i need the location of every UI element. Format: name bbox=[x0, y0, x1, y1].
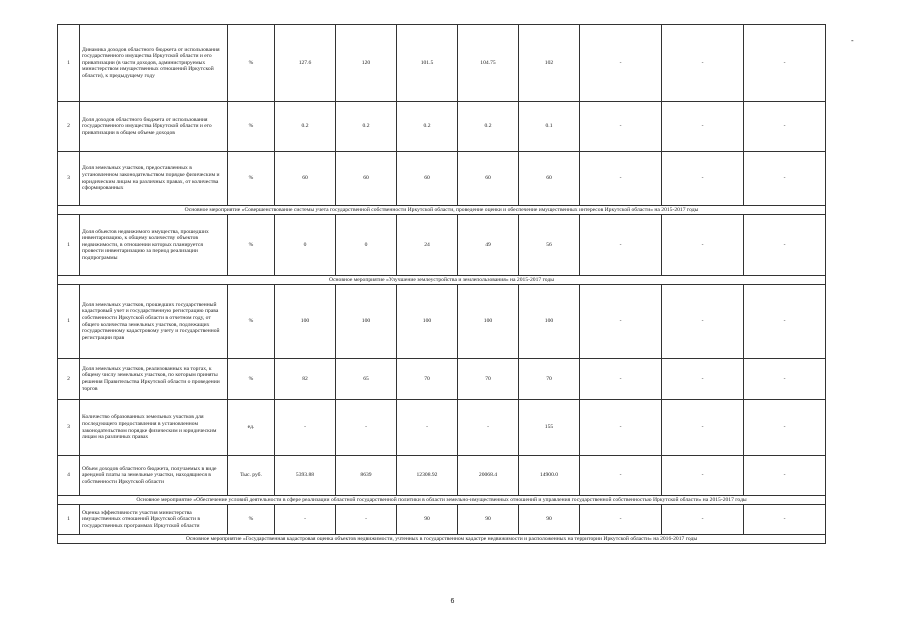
value-cell: 20068.4 bbox=[458, 456, 519, 496]
value-cell: 82 bbox=[275, 359, 336, 400]
table-row bbox=[58, 359, 826, 400]
table-row bbox=[58, 152, 826, 206]
value-cell: - bbox=[744, 456, 826, 496]
row-number: 1 bbox=[58, 215, 80, 276]
value-cell: 70 bbox=[397, 359, 458, 400]
document-sheet bbox=[57, 24, 825, 544]
row-number: 3 bbox=[58, 400, 80, 456]
value-cell: - bbox=[662, 25, 744, 102]
unit-cell: % bbox=[228, 285, 275, 359]
table-row bbox=[58, 456, 826, 496]
value-cell: 0.1 bbox=[519, 102, 580, 152]
value-cell: 90 bbox=[519, 505, 580, 535]
unit-cell: % bbox=[228, 102, 275, 152]
value-cell: 0 bbox=[336, 215, 397, 276]
value-cell: 120 bbox=[336, 25, 397, 102]
unit-cell: % bbox=[228, 152, 275, 206]
value-cell: 60 bbox=[397, 152, 458, 206]
value-cell: - bbox=[580, 505, 662, 535]
value-cell: - bbox=[336, 400, 397, 456]
value-cell: - bbox=[580, 359, 662, 400]
indicator-name: Оценка эффективности участия министерства имущественных отношений Иркутской области в государственных программах Иркутской области bbox=[80, 505, 228, 535]
value-cell: 0.2 bbox=[336, 102, 397, 152]
indicator-name: Доля объектов недвижимого имущества, прошедших инвентаризацию, к общему количеству объектов недвижимости, в отношении которых планируется провести инвентаризацию за период реализации подпрограммы bbox=[80, 215, 228, 276]
value-cell: - bbox=[662, 285, 744, 359]
section-title: Основное мероприятие «Совершенствование системы учета государственной собственности Иркутской области, проведение оценки и обеспечение имущественных интересов Иркутской области» на 2015-2017 годы bbox=[58, 206, 826, 215]
row-number: 1 bbox=[58, 285, 80, 359]
value-cell: - bbox=[275, 505, 336, 535]
value-cell: 100 bbox=[458, 285, 519, 359]
indicator-name: Доля земельных участков, прошедших государственный кадастровый учет и государственную регистрацию права собственности Иркутской области в отчетном году, от общего количества земельных участков, подлежащих государственному кадастровому учету и государственной регистрации прав bbox=[80, 285, 228, 359]
table-row bbox=[58, 400, 826, 456]
value-cell: - bbox=[580, 400, 662, 456]
value-cell: 8639 bbox=[336, 456, 397, 496]
value-cell: 0.2 bbox=[458, 102, 519, 152]
indicator-name: Динамика доходов областного бюджета от использования государственного имущества Иркутской области и его приватизации (в части доходов, администрируемых министерством имущественных отношений Иркутской области), к предыдущему году bbox=[80, 25, 228, 102]
value-cell: 127.6 bbox=[275, 25, 336, 102]
indicator-name: Объем доходов областного бюджета, получаемых в виде арендной платы за земельные участки, находящиеся в собственности Иркутской области bbox=[80, 456, 228, 496]
value-cell: - bbox=[662, 102, 744, 152]
row-number: 1 bbox=[58, 505, 80, 535]
indicator-name: Доля земельных участков, предоставленных в установленном законодательством порядке физическим и юридическим лицам на различных правах, от количества сформированных bbox=[80, 152, 228, 206]
table-row bbox=[58, 505, 826, 535]
value-cell: 0.2 bbox=[275, 102, 336, 152]
value-cell: 5393.88 bbox=[275, 456, 336, 496]
value-cell: 60 bbox=[519, 152, 580, 206]
indicators-table bbox=[57, 24, 826, 544]
value-cell: - bbox=[744, 25, 826, 102]
value-cell: - bbox=[744, 285, 826, 359]
value-cell: - bbox=[662, 359, 744, 400]
value-cell: - bbox=[744, 215, 826, 276]
value-cell: - bbox=[662, 456, 744, 496]
indicator-name: Доля доходов областного бюджета от использования государственного имущества Иркутской области и его приватизации в общем объеме доходов bbox=[80, 102, 228, 152]
value-cell: - bbox=[744, 152, 826, 206]
value-cell: 56 bbox=[519, 215, 580, 276]
value-cell: 90 bbox=[397, 505, 458, 535]
value-cell: 100 bbox=[275, 285, 336, 359]
value-cell: - bbox=[580, 152, 662, 206]
value-cell: 60 bbox=[275, 152, 336, 206]
table-row bbox=[58, 285, 826, 359]
value-cell: 70 bbox=[458, 359, 519, 400]
value-cell: 104.75 bbox=[458, 25, 519, 102]
value-cell: 155 bbox=[519, 400, 580, 456]
value-cell: 70 bbox=[519, 359, 580, 400]
table-row bbox=[58, 25, 826, 102]
value-cell: 90 bbox=[458, 505, 519, 535]
value-cell: - bbox=[580, 215, 662, 276]
page-number: 6 bbox=[450, 598, 455, 605]
row-number: 2 bbox=[58, 102, 80, 152]
section-row bbox=[58, 535, 826, 544]
value-cell: - bbox=[580, 25, 662, 102]
value-cell: 65 bbox=[336, 359, 397, 400]
value-cell: 60 bbox=[336, 152, 397, 206]
value-cell: - bbox=[744, 359, 826, 400]
table-row bbox=[58, 215, 826, 276]
value-cell: - bbox=[662, 152, 744, 206]
value-cell: - bbox=[275, 400, 336, 456]
value-cell: 0 bbox=[275, 215, 336, 276]
unit-cell: Тыс. руб. bbox=[228, 456, 275, 496]
value-cell: - bbox=[662, 400, 744, 456]
row-number: 4 bbox=[58, 456, 80, 496]
value-cell: 100 bbox=[519, 285, 580, 359]
row-number: 3 bbox=[58, 152, 80, 206]
value-cell: - bbox=[662, 505, 744, 535]
unit-cell: % bbox=[228, 359, 275, 400]
value-cell: - bbox=[744, 102, 826, 152]
value-cell: - bbox=[580, 285, 662, 359]
row-number: 1 bbox=[58, 25, 80, 102]
value-cell: - bbox=[458, 400, 519, 456]
value-cell: 49 bbox=[458, 215, 519, 276]
unit-cell: % bbox=[228, 215, 275, 276]
unit-cell: % bbox=[228, 25, 275, 102]
value-cell: 24 bbox=[397, 215, 458, 276]
value-cell: - bbox=[744, 505, 826, 535]
value-cell: 0.2 bbox=[397, 102, 458, 152]
unit-cell: ед. bbox=[228, 400, 275, 456]
unit-cell: % bbox=[228, 505, 275, 535]
indicator-name: Количество образованных земельных участков для последующего предоставления в установленном законодательством порядке физическим и юридическим лицам на различных правах bbox=[80, 400, 228, 456]
indicator-name: Доля земельных участков, реализованных на торгах, к общему числу земельных участков, по которым приняты решения Правительства Иркутской области о проведении торгов bbox=[80, 359, 228, 400]
value-cell: - bbox=[580, 456, 662, 496]
row-number: 2 bbox=[58, 359, 80, 400]
value-cell: - bbox=[662, 215, 744, 276]
value-cell: 100 bbox=[336, 285, 397, 359]
value-cell: - bbox=[397, 400, 458, 456]
section-title: Основное мероприятие «Обеспечение условий деятельности в сфере реализации областной государственной политики в области земельно-имущественных отношений и управления государственной собственностью Иркутской области» на 2015-2017 годы bbox=[58, 496, 826, 505]
value-cell: 102 bbox=[519, 25, 580, 102]
section-title: Основное мероприятие «Государственная кадастровая оценка объектов недвижимости, учтенных в государственном кадастре недвижимости и расположенных на территории Иркутской области» на 2016-2017 годы bbox=[58, 535, 826, 544]
value-cell: - bbox=[336, 505, 397, 535]
value-cell: 12308.92 bbox=[397, 456, 458, 496]
value-cell: 101.5 bbox=[397, 25, 458, 102]
value-cell: 100 bbox=[397, 285, 458, 359]
section-row bbox=[58, 276, 826, 285]
stray-mark: - bbox=[851, 36, 854, 45]
value-cell: - bbox=[580, 102, 662, 152]
value-cell: - bbox=[744, 400, 826, 456]
section-row bbox=[58, 496, 826, 505]
section-title: Основное мероприятие «Улучшение землеустройства и землепользования» на 2015-2017 годы bbox=[58, 276, 826, 285]
section-row bbox=[58, 206, 826, 215]
value-cell: 14900.0 bbox=[519, 456, 580, 496]
table-row bbox=[58, 102, 826, 152]
value-cell: 60 bbox=[458, 152, 519, 206]
